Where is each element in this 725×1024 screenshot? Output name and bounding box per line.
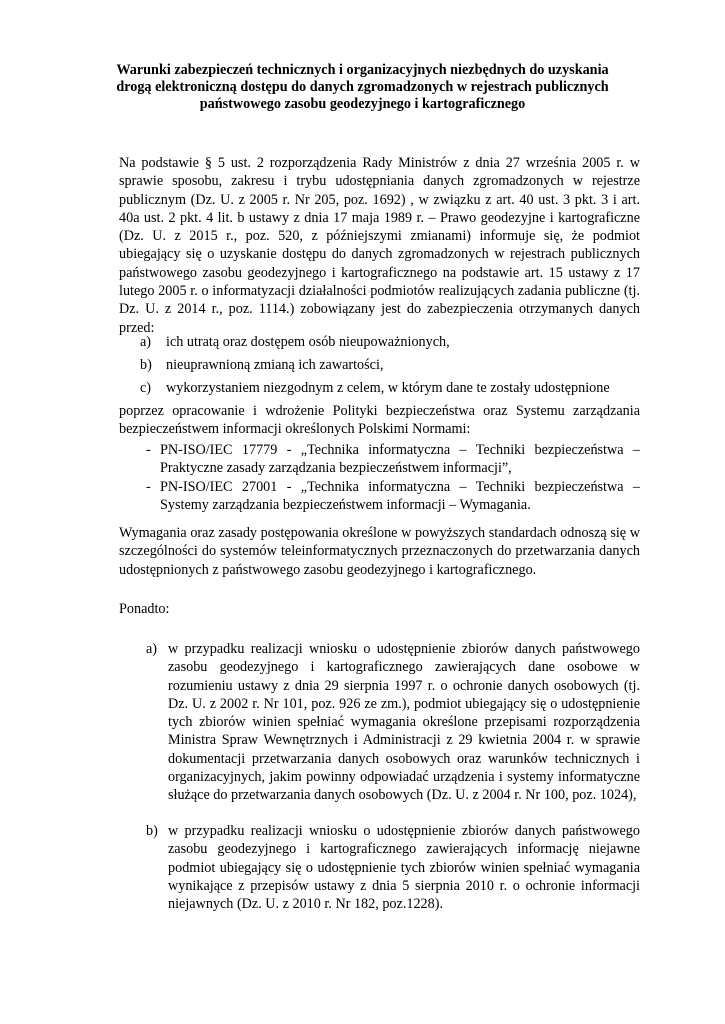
ponadto-heading: Ponadto: <box>119 601 170 617</box>
list-marker: b) <box>140 357 152 373</box>
list-marker: - <box>146 442 151 458</box>
list-marker: a) <box>140 334 152 350</box>
list-marker: b) <box>146 823 158 839</box>
list-item-text: PN-ISO/IEC 27001 - „Technika informatyczna – Techniki bezpieczeństwa – Systemy zarządzania bezpieczeństwem informacji – Wymagania. <box>160 478 640 513</box>
list-marker: - <box>146 478 151 495</box>
threat-item <box>140 356 640 374</box>
list-item-text: nieuprawnioną zmianą ich zawartości, <box>166 357 384 373</box>
list-item-text: wykorzystaniem niezgodnym z celem, w którym dane te zostały udostępnione <box>166 380 610 396</box>
list-item-text: PN-ISO/IEC 17779 - „Technika informatyczna – Techniki bezpieczeństwa – Praktyczne zasady zarządzania bezpieczeństwem informacji”, <box>160 442 640 477</box>
list-marker: a) <box>146 641 158 657</box>
threat-item <box>140 333 640 351</box>
intro-paragraph: Na podstawie § 5 ust. 2 rozporządzenia Rady Ministrów z dnia 27 września 2005 r. w sprawie sposobu, zakresu i trybu udostępniania danych zgromadzonych w rejestrze publicznym (Dz. U. z 2005 r. Nr 205, poz. 1692) , w związku z art. 40 ust. 3 pkt. 3 i art. 40a ust. 2 pkt. 4 lit. b ustawy z dnia 17 maja 1989 r. – Prawo geodezyjne i kartograficzne (Dz. U. z 2015 r., poz. 520, z późniejszymi zmianami) informuje się, że podmiot ubiegający się o uzyskanie dostępu do danych zgromadzonych w rejestrach publicznych państwowego zasobu geodezyjnego i kartograficznego na podstawie art. 15 ustawy z 17 lutego 2005 r. o informatyzacji działalności podmiotów realizujących zadania publiczne (tj. Dz. U. z 2014 r., poz. 1114.) zobowiązany jest do zabezpieczenia otrzymanych danych przed: <box>119 155 640 336</box>
standard-item <box>146 478 640 515</box>
standard-item <box>146 441 640 478</box>
threat-item <box>140 379 640 397</box>
list-marker: c) <box>140 380 152 396</box>
policy-paragraph: poprzez opracowanie i wdrożenie Polityki bezpieczeństwa oraz Systemu zarządzania bezpieczeństwem informacji określonych Polskimi Normami: <box>119 403 640 438</box>
document-title: Warunki zabezpieczeń technicznych i organizacyjnych niezbędnych do uzyskania drogą elektroniczną dostępu do danych zgromadzonych w rejestrach publicznych państwowego zasobu geodezyjnego i kartograficznego <box>116 62 609 112</box>
requirements-paragraph: Wymagania oraz zasady postępowania określone w powyższych standardach odnoszą się w szczególności do systemów teleinformatycznych przeznaczonych do przetwarzania danych udostępnionych z państwowego zasobu geodezyjnego i kartograficznego. <box>119 525 640 578</box>
list-item-text: w przypadku realizacji wniosku o udostępnienie zbiorów danych państwowego zasobu geodezyjnego i kartograficznego zawierających dane osobowe w rozumieniu ustawy z dnia 29 sierpnia 1997 r. o ochronie danych osobowych (tj. Dz. U. z 2002 r. Nr 101, poz. 926 ze zm.), podmiot ubiegający się o udostępnienie tych zbiorów winien spełniać wymagania określone przepisami rozporządzenia Ministra Spraw Wewnętrznych i Administracji z 29 kwietnia 2004 r. w sprawie dokumentacji przetwarzania danych osobowych oraz warunków technicznych i organizacyjnych, jakim powinny odpowiadać urządzenia i systemy informatyczne służące do przetwarzania danych osobowych (Dz. U. z 2004 r. Nr 100, poz. 1024), <box>168 641 640 804</box>
list-item-text: w przypadku realizacji wniosku o udostępnienie zbiorów danych państwowego zasobu geodezyjnego i kartograficznego zawierających informację niejawne podmiot ubiegający się o udostępnienie tych zbiorów winien spełniać wymagania wynikające z przepisów ustawy z dnia 5 sierpnia 2010 r. o ochronie informacji niejawnych (Dz. U. z 2010 r. Nr 182, poz.1228). <box>168 823 640 913</box>
additional-item <box>146 640 640 805</box>
additional-item <box>146 822 640 913</box>
list-item-text: ich utratą oraz dostępem osób nieupoważnionych, <box>166 334 450 350</box>
standards-list <box>146 441 640 514</box>
